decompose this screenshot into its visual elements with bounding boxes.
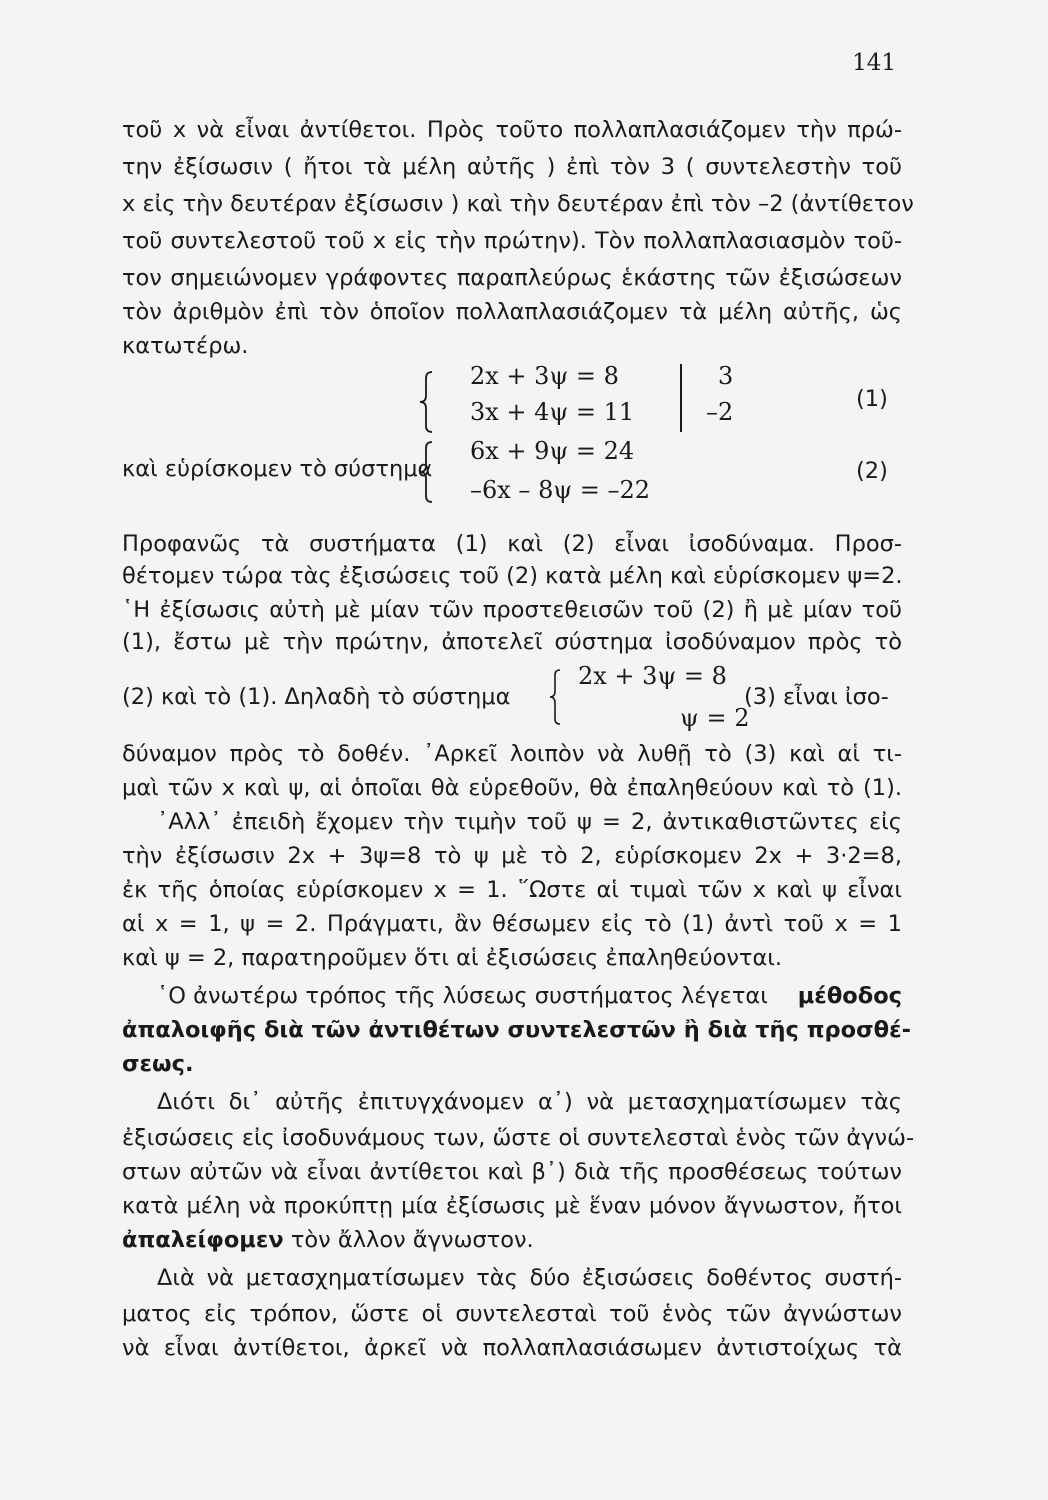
text-line: στων αὐτῶν νὰ εἶναι ἀντίθετοι καὶ β᾿) διὰ τῆς προσθέσεως τούτων — [122, 1159, 902, 1185]
text-line: τον σημειώνομεν γράφοντες παραπλεύρως ἑκάστης τῶν ἐξισώσεων — [122, 265, 902, 291]
multiplier-divider — [680, 364, 682, 432]
text-line: τοῦ συντελεστοῦ τοῦ x εἰς τὴν πρώτην). Τὸν πολλαπλασιασμὸν τοῦ- — [122, 228, 902, 254]
equation-2-1: 6x + 9ψ = 24 — [470, 437, 635, 465]
bold-text-line: ἀπαλοιφῆς διὰ τῶν ἀντιθέτων συντελεστῶν ἢ διὰ τῆς προσθέ- — [122, 1017, 911, 1043]
text-line: δύναμον πρὸς τὸ δοθέν. ᾿Αρκεῖ λοιπὸν νὰ λυθῇ τὸ (3) καὶ αἱ τι- — [122, 741, 902, 767]
text-line: καὶ ψ = 2, παρατηροῦμεν ὅτι αἱ ἐξισώσεις ἐπαληθεύονται. — [122, 945, 783, 971]
text-line: Διὰ νὰ μετασχηματίσωμεν τὰς δύο ἐξισώσεις δοθέντος συστή- — [157, 1265, 902, 1291]
text-line: (2) καὶ τὸ (1). Δηλαδὴ τὸ σύστημα — [122, 684, 511, 710]
text-line: τὴν ἐξίσωσιν 2x + 3ψ=8 τὸ ψ μὲ τὸ 2, εὑρίσκομεν 2x + 3·2=8, — [122, 843, 902, 869]
equation-1-2: 3x + 4ψ = 11 — [470, 398, 635, 426]
text-line — [157, 980, 902, 1012]
bold-term: μέθοδος — [797, 983, 902, 1009]
multiplier-1: 3 — [718, 362, 734, 390]
text-line: την ἐξίσωσιν ( ἤτοι τὰ μέλη αὐτῆς ) ἐπὶ τὸν 3 ( συντελεστὴν τοῦ — [122, 154, 902, 180]
brace-1 — [418, 370, 434, 434]
text-line: (1), ἔστω μὲ τὴν πρώτην, ἀποτελεῖ σύστημα ἰσοδύναμον πρὸς τὸ — [122, 629, 902, 655]
text-line: ματος εἰς τρόπον, ὥστε οἱ συντελεσταὶ τοῦ ἑνὸς τῶν ἀγνώστων — [122, 1301, 902, 1327]
text-span: τὸν ἄλλον ἄγνωστον. — [290, 1227, 534, 1253]
system-label-1: (1) — [856, 386, 888, 412]
equation-3-1: 2x + 3ψ = 8 — [578, 662, 727, 690]
text-line: (3) εἶναι ἰσο- — [744, 684, 889, 710]
text-line: Διότι δι᾿ αὐτῆς ἐπιτυγχάνομεν α᾿) νὰ μετασχηματίσωμεν τὰς — [157, 1089, 902, 1115]
text-line: αἱ x = 1, ψ = 2. Πράγματι, ἂν θέσωμεν εἰς τὸ (1) ἀντὶ τοῦ x = 1 — [122, 911, 902, 937]
text-line: κατωτέρω. — [122, 333, 249, 359]
equation-2-2: –6x – 8ψ = –22 — [470, 476, 651, 504]
multiplier-2: –2 — [706, 398, 734, 426]
system-label-2: (2) — [856, 458, 888, 484]
text-line: ᾿Αλλ᾿ ἐπειδὴ ἔχομεν τὴν τιμὴν τοῦ ψ = 2, ἀντικαθιστῶντες εἰς — [157, 809, 902, 835]
text-line: κατὰ μέλη νὰ προκύπτῃ μία ἐξίσωσις μὲ ἕναν μόνον ἄγνωστον, ἤτοι — [122, 1193, 902, 1219]
bold-term: ἀπαλείφομεν — [122, 1227, 284, 1253]
bold-text-line: σεως. — [122, 1051, 194, 1077]
text-line: ῾Η ἐξίσωσις αὐτὴ μὲ μίαν τῶν προστεθεισῶν τοῦ (2) ἢ μὲ μίαν τοῦ — [122, 597, 902, 623]
text-line: μαὶ τῶν x καὶ ψ, αἱ ὁποῖαι θὰ εὑρεθοῦν, θὰ ἐπαληθεύουν καὶ τὸ (1). — [122, 775, 902, 801]
find-system-text: καὶ εὑρίσκομεν τὸ σύστημα — [122, 456, 433, 482]
text-line: τοῦ x νὰ εἶναι ἀντίθετοι. Πρὸς τοῦτο πολλαπλασιάζομεν τὴν πρώ- — [122, 117, 902, 143]
brace-2 — [418, 440, 434, 504]
text-line: νὰ εἶναι ἀντίθετοι, ἀρκεῖ νὰ πολλαπλασιάσωμεν ἀντιστοίχως τὰ — [122, 1335, 902, 1361]
text-line: θέτομεν τώρα τὰς ἐξισώσεις τοῦ (2) κατὰ μέλη καὶ εὑρίσκομεν ψ=2. — [122, 563, 903, 589]
text-line: Προφανῶς τὰ συστήματα (1) καὶ (2) εἶναι ἰσοδύναμα. Προσ- — [122, 531, 902, 557]
text-span: ῾Ο ἀνωτέρω τρόπος τῆς λύσεως συστήματος λέγεται — [157, 983, 768, 1009]
page-number: 141 — [852, 50, 896, 76]
equation-3-2: ψ = 2 — [680, 704, 750, 732]
text-line: ἐκ τῆς ὁποίας εὑρίσκομεν x = 1. ῞Ωστε αἱ τιμαὶ τῶν x καὶ ψ εἶναι — [122, 877, 902, 903]
brace-3 — [548, 668, 562, 726]
text-line: τὸν ἀριθμὸν ἐπὶ τὸν ὁποῖον πολλαπλασιάζομεν τὰ μέλη αὐτῆς, ὡς — [122, 299, 902, 325]
text-line: x εἰς τὴν δευτέραν ἐξίσωσιν ) καὶ τὴν δευτέραν ἐπὶ τὸν –2 (ἀντίθετον — [122, 191, 914, 217]
text-line — [122, 1224, 902, 1256]
equation-1-1: 2x + 3ψ = 8 — [470, 362, 619, 390]
text-line: ἐξισώσεις εἰς ἰσοδυνάμους των, ὥστε οἱ συντελεσταὶ ἑνὸς τῶν ἀγνώ- — [122, 1125, 915, 1151]
